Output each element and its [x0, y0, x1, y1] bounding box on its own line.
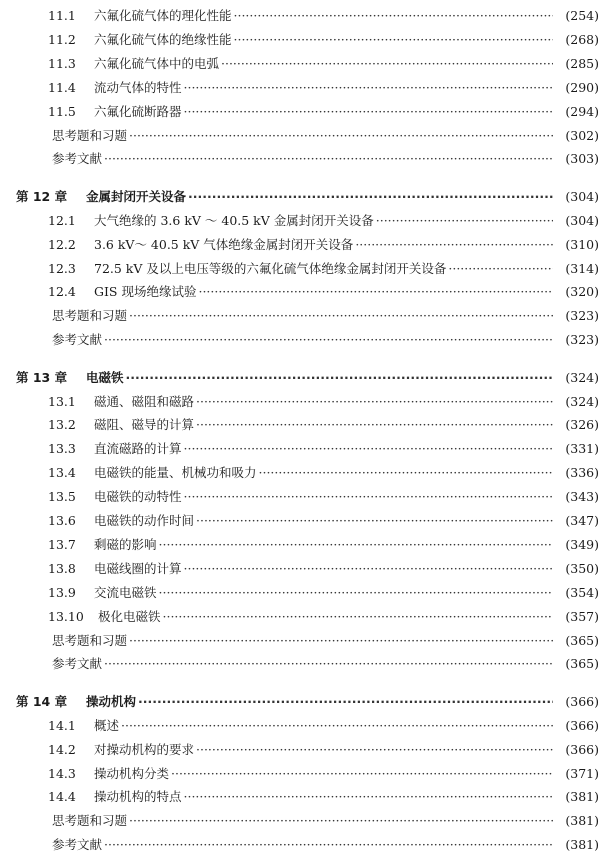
toc-entry-row: [0, 558, 607, 580]
toc-entry-number: 12.1: [48, 212, 76, 228]
toc-entry-number: 第 14 章: [16, 693, 68, 709]
toc-entry-number: 14.4: [48, 789, 76, 805]
toc-entry-page: (381): [565, 813, 599, 829]
toc-entry-page: (381): [565, 789, 599, 805]
toc-entry-number: 13.9: [48, 584, 76, 600]
toc-entry-page: (350): [565, 560, 599, 576]
toc-entry-title: 操动机构分类: [94, 765, 170, 781]
toc-entry-page: (285): [565, 55, 599, 71]
dot-leader: [234, 5, 553, 27]
toc-entry-row: [0, 53, 607, 75]
dot-leader: [163, 606, 553, 628]
toc-entry-number: 12.4: [48, 284, 76, 300]
toc-entry-title: 电磁铁的动特性: [94, 489, 182, 505]
dot-leader: [129, 810, 553, 832]
toc-entry-row: [0, 486, 607, 508]
toc-entry-row: [0, 763, 607, 785]
toc-entry-number: 14.3: [48, 765, 76, 781]
toc-entry-number: 11.1: [48, 8, 76, 23]
toc-entry-title: 电磁铁的能量、机械功和吸力: [94, 465, 257, 481]
toc-entry-row: [0, 510, 607, 532]
toc-entry-row: [0, 29, 607, 51]
toc-entry-number: 13.10: [48, 608, 84, 624]
toc-entry-title: 参考文献: [52, 656, 103, 672]
toc-entry-row: [0, 715, 607, 737]
toc-entry-number: 14.1: [48, 717, 76, 733]
toc-entry-title: 参考文献: [52, 332, 103, 348]
dot-leader: [376, 210, 553, 232]
dot-leader: [129, 305, 553, 327]
toc-entry-row: [0, 148, 607, 170]
toc-entry-title: 参考文献: [52, 151, 103, 167]
toc-entry-row: [0, 630, 607, 652]
toc-entry-row: [0, 125, 607, 147]
toc-entry-page: (324): [565, 369, 599, 385]
dot-leader: [184, 558, 553, 580]
toc-entry-title: 思考题和习题: [52, 813, 128, 829]
toc-entry-number: 第 13 章: [16, 369, 68, 385]
dot-leader: [104, 148, 553, 170]
dot-leader: [196, 510, 553, 532]
toc-entry-title: 六氟化硫断路器: [94, 103, 182, 119]
toc-entry-title: 操动机构: [86, 693, 137, 709]
toc-entry-title: 电磁铁的动作时间: [94, 513, 195, 528]
dot-leader: [129, 125, 553, 147]
toc-entry-page: (290): [565, 79, 599, 95]
toc-entry-page: (294): [565, 103, 599, 119]
toc-entry-row: [0, 438, 607, 460]
toc-entry-number: 14.2: [48, 741, 76, 757]
toc-entry-row: [0, 258, 607, 280]
dot-leader: [184, 786, 553, 808]
toc-entry-row: [0, 281, 607, 303]
toc-entry-number: 13.4: [48, 465, 76, 481]
toc-entry-title: 六氟化硫气体的理化性能: [94, 8, 232, 23]
toc-entry-page: (354): [565, 584, 599, 600]
toc-entry-title: 金属封闭开关设备: [86, 188, 187, 204]
dot-leader: [355, 234, 553, 256]
toc-entry-number: 第 12 章: [16, 188, 68, 204]
toc-entry-page: (320): [565, 284, 599, 300]
toc-entry-row: [0, 5, 607, 27]
toc-entry-page: (349): [565, 536, 599, 552]
toc-entry-page: (323): [565, 308, 599, 324]
toc-entry-number: 11.2: [48, 31, 76, 47]
dot-leader: [184, 438, 553, 460]
dot-leader: [188, 186, 553, 208]
toc-entry-title: 六氟化硫气体的绝缘性能: [94, 31, 232, 47]
toc-entry-page: (365): [565, 656, 599, 672]
toc-entry-page: (366): [565, 717, 599, 733]
toc-entry-page: (314): [565, 260, 599, 276]
toc-entry-page: (324): [565, 393, 599, 409]
toc-entry-page: (357): [565, 608, 599, 624]
dot-leader: [221, 53, 553, 75]
toc-entry-row: [0, 582, 607, 604]
toc-entry-title: 电磁线圈的计算: [94, 560, 182, 576]
toc-entry-page: (304): [565, 188, 599, 204]
toc-entry-title: 六氟化硫气体中的电弧: [94, 55, 220, 71]
toc-entry-row: [0, 414, 607, 436]
toc-entry-page: (366): [565, 741, 599, 757]
dot-leader: [104, 329, 553, 351]
toc-entry-title: 参考文献: [52, 837, 103, 853]
toc-entry-page: (371): [565, 765, 599, 781]
toc-entry-page: (304): [565, 212, 599, 228]
toc-entry-title: 3.6 kV～ 40.5 kV 气体绝缘金属封闭开关设备: [94, 236, 354, 252]
dot-leader: [448, 258, 553, 280]
toc-entry-title: 电磁铁: [86, 369, 124, 385]
toc-entry-number: 12.3: [48, 260, 76, 276]
toc-entry-title: 思考题和习题: [52, 632, 128, 648]
toc-entry-number: 13.7: [48, 536, 76, 552]
toc-entry-title: GIS 现场绝缘试验: [94, 284, 197, 300]
toc-entry-title: 概述: [94, 717, 120, 733]
toc-entry-row: [0, 77, 607, 99]
toc-entry-page: (381): [565, 837, 599, 853]
dot-leader: [159, 534, 553, 556]
toc-entry-page: (303): [565, 151, 599, 167]
dot-leader: [126, 367, 553, 389]
dot-leader: [184, 486, 553, 508]
toc-entry-number: 13.8: [48, 560, 76, 576]
toc-entry-page: (343): [565, 489, 599, 505]
toc-entry-page: (347): [565, 513, 599, 528]
toc-entry-title: 大气绝缘的 3.6 kV ～ 40.5 kV 金属封闭开关设备: [94, 212, 374, 228]
toc-entry-number: 11.5: [48, 103, 76, 119]
dot-leader: [121, 715, 553, 737]
toc-entry-number: 11.3: [48, 55, 76, 71]
dot-leader: [234, 29, 553, 51]
toc-entry-title: 直流磁路的计算: [94, 441, 182, 457]
toc-entry-number: 13.3: [48, 441, 76, 457]
dot-leader: [196, 391, 553, 413]
dot-leader: [198, 281, 553, 303]
toc-entry-row: [0, 462, 607, 484]
toc-entry-title: 操动机构的特点: [94, 789, 182, 805]
toc-entry-page: (366): [565, 693, 599, 709]
toc-entry-row: [0, 534, 607, 556]
dot-leader: [184, 77, 553, 99]
toc-entry-row: [0, 234, 607, 256]
toc-entry-title: 思考题和习题: [52, 127, 128, 143]
toc-entry-page: (331): [565, 441, 599, 457]
dot-leader: [104, 834, 553, 856]
toc-entry-title: 磁阻、磁导的计算: [94, 417, 195, 433]
toc-entry-number: 13.5: [48, 489, 76, 505]
toc-entry-title: 剩磁的影响: [94, 536, 157, 552]
toc-entry-row: [0, 329, 607, 351]
dot-leader: [259, 462, 553, 484]
toc-entry-title: 流动气体的特性: [94, 79, 182, 95]
toc-entry-page: (336): [565, 465, 599, 481]
toc-entry-row: [0, 101, 607, 123]
dot-leader: [129, 630, 553, 652]
toc-entry-number: 13.6: [48, 513, 76, 528]
dot-leader: [196, 414, 553, 436]
dot-leader: [104, 653, 553, 675]
toc-entry-title: 对操动机构的要求: [94, 741, 195, 757]
toc-entry-page: (310): [565, 236, 599, 252]
toc-entry-title: 交流电磁铁: [94, 584, 157, 600]
toc-entry-page: (365): [565, 632, 599, 648]
toc-entry-number: 12.2: [48, 236, 76, 252]
toc-entry-page: (323): [565, 332, 599, 348]
toc-entry-row: [0, 810, 607, 832]
toc-entry-row: [0, 305, 607, 327]
dot-leader: [171, 763, 553, 785]
toc-entry-title: 72.5 kV 及以上电压等级的六氟化硫气体绝缘金属封闭开关设备: [94, 260, 447, 276]
dot-leader: [138, 691, 553, 713]
toc-entry-page: (326): [565, 417, 599, 433]
toc-entry-page: (268): [565, 31, 599, 47]
dot-leader: [184, 101, 553, 123]
toc-entry-row: [0, 739, 607, 761]
toc-entry-row: [0, 834, 607, 856]
toc-entry-title: 磁通、磁阻和磁路: [94, 393, 195, 409]
toc-entry-number: 11.4: [48, 79, 76, 95]
toc-chapter-row: [0, 691, 607, 713]
dot-leader: [159, 582, 553, 604]
toc-entry-number: 13.1: [48, 393, 76, 409]
toc-entry-number: 13.2: [48, 417, 76, 433]
toc-chapter-row: [0, 367, 607, 389]
toc-entry-title: 思考题和习题: [52, 308, 128, 324]
toc-chapter-row: [0, 186, 607, 208]
toc-entry-page: (302): [565, 127, 599, 143]
toc-entry-row: [0, 786, 607, 808]
toc-entry-row: [0, 210, 607, 232]
toc-entry-page: (254): [565, 8, 599, 23]
dot-leader: [196, 739, 553, 761]
toc-entry-row: [0, 653, 607, 675]
toc-entry-row: [0, 391, 607, 413]
toc-entry-row: [0, 606, 607, 628]
toc-entry-title: 极化电磁铁: [98, 608, 161, 624]
